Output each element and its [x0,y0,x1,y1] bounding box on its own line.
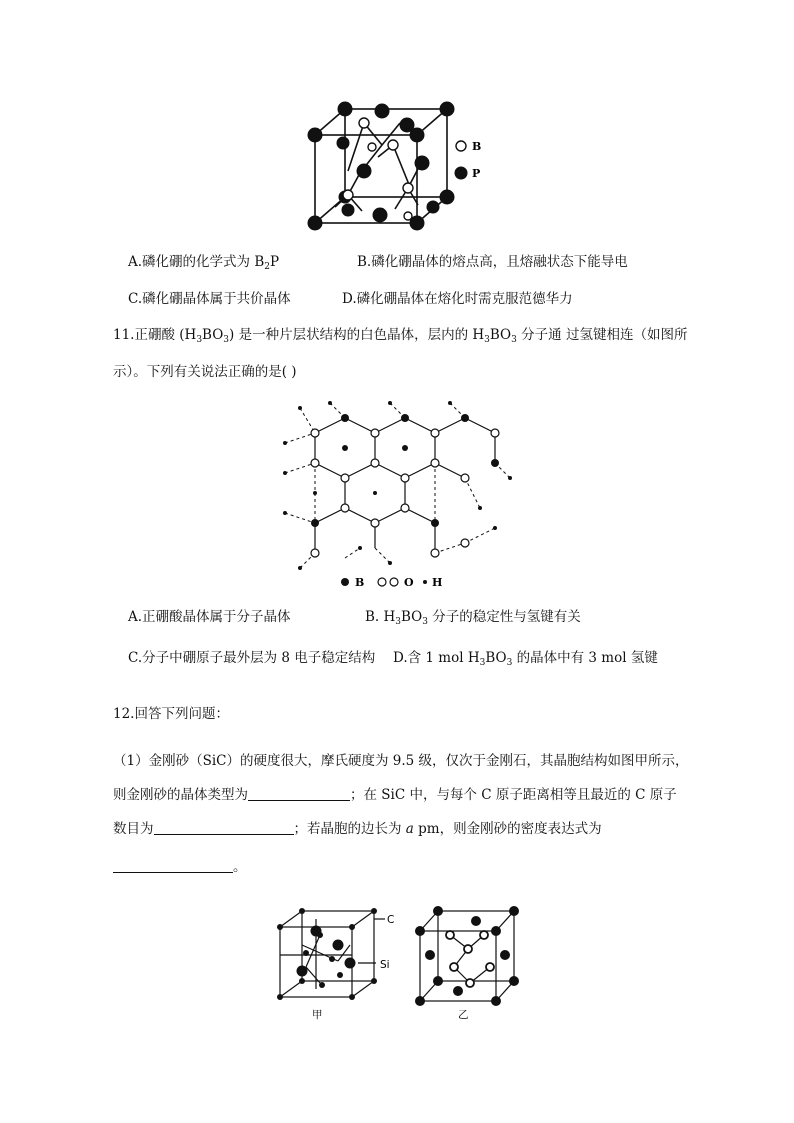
answer-blank-nearest-c-count[interactable] [154,820,294,835]
q12-title: 12.回答下列问题： [113,706,229,722]
legend-hydrogen-label: H [432,576,443,589]
q11-stem-line2: 示）。下列有关说法正确的是( ) [113,364,297,380]
legend-p-symbol [455,167,468,180]
legend-oxygen-symbol-2 [390,578,398,586]
legend-hydrogen-symbol [423,580,427,584]
legend-b-symbol [456,141,466,151]
label-carbon: C [387,914,395,926]
answer-blank-crystal-type[interactable] [248,786,350,801]
boric-acid-layer-figure [270,398,520,593]
legend-p-label: P [472,167,481,180]
caption-yi: 乙 [458,1009,469,1021]
q12-paragraph-line3: 数目为 ；若晶胞的边长为 a pm，则金刚砂的密度表达式为 [113,821,602,837]
q10-option-a: A.磷化硼的化学式为 $B_2P$ [128,254,280,272]
q10-option-d: D.磷化硼晶体在熔化时需克服范德华力 [342,291,573,307]
q12-paragraph-line1: （1）金刚砂（SiC）的硬度很大，摩氏硬度为 9.5 级，仅次于金刚石，其晶胞结构如图甲所示， [113,753,689,769]
q11-option-c: C.分子中硼原子最外层为 8 电子稳定结构 [128,650,376,666]
legend-b-label: B [472,140,482,153]
q11-option-b: B. $H_3BO_3$ 分子的稳定性与氢键有关 [365,609,581,627]
answer-blank-density[interactable] [113,858,233,873]
label-silicon: Si [380,959,390,971]
legend-oxygen-label: O [404,576,414,589]
q10-option-c: C.磷化硼晶体属于共价晶体 [128,291,291,307]
q11-stem-line1: 11.正硼酸 $(H_3BO_3)$ 是一种片层状结构的白色晶体，层内的 $H_3BO_3$ 分子通 过氢键相连（如图所 [113,327,688,345]
q10-option-b: B.磷化硼晶体的熔点高，且熔融状态下能导电 [357,254,628,270]
legend-boron-label: B [355,576,365,589]
caption-jia: 甲 [312,1009,323,1021]
q11-option-d: D.含 1 mol $H_3BO_3$ 的晶体中有 3 mol 氢键 [393,650,658,668]
q11-option-a: A.正硼酸晶体属于分子晶体 [128,609,291,625]
q12-paragraph-line2: 则金刚砂的晶体类型为 ；在 SiC 中，与每个 C 原子距离相等且最近的 C 原子 [113,787,677,803]
legend-oxygen-symbol-1 [378,578,386,586]
sic-diamond-cells-figure [270,905,530,1023]
q12-paragraph-line4: 。 [113,858,247,876]
legend-boron-symbol [341,578,349,586]
boron-phosphide-cell-figure [300,95,500,240]
